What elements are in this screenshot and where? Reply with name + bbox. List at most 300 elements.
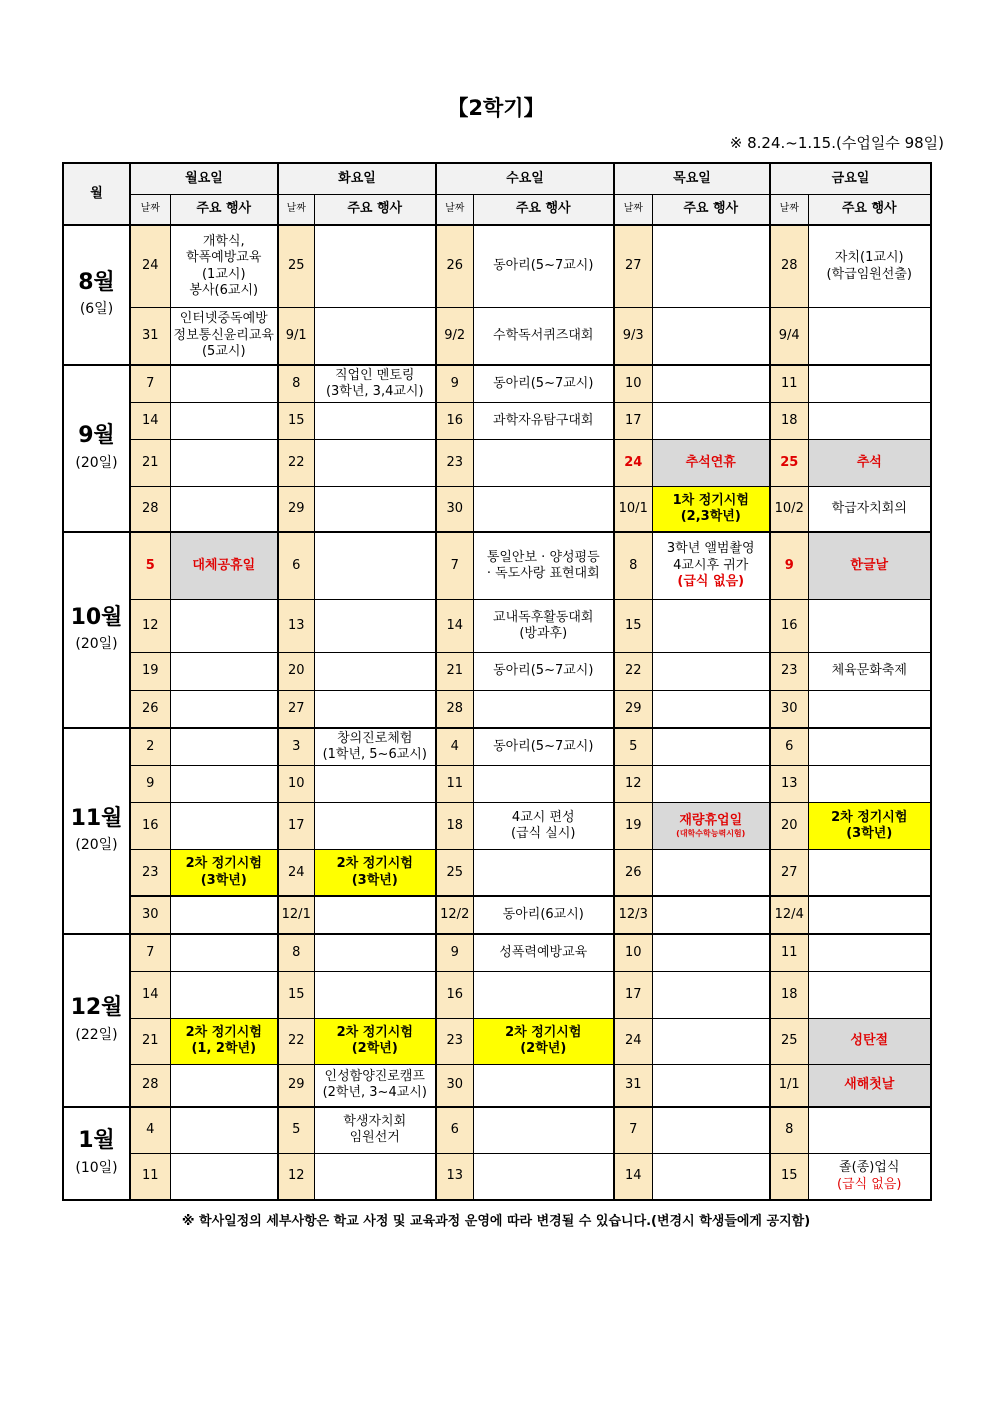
date-col-header: 날짜 bbox=[130, 194, 170, 225]
date-cell-tue: 13 bbox=[278, 599, 314, 652]
event-text: 창의진로체험 (1학년, 5~6교시) bbox=[322, 730, 427, 762]
event-cell-tue bbox=[314, 896, 436, 934]
date-cell-mon: 7 bbox=[130, 365, 170, 403]
month-label-oct bbox=[63, 532, 130, 728]
week-row bbox=[63, 487, 931, 532]
date-cell-mon: 9 bbox=[130, 766, 170, 803]
event-cell-mon bbox=[170, 365, 278, 403]
week-row bbox=[63, 1154, 931, 1200]
csat-note: (대학수학능력시험) bbox=[676, 829, 746, 839]
date-cell-fri: 11 bbox=[770, 934, 808, 971]
event-cell-wed bbox=[473, 1107, 614, 1154]
event-cell-mon bbox=[170, 1154, 278, 1200]
event-cell-wed bbox=[473, 403, 614, 440]
calendar-table bbox=[62, 162, 932, 1201]
date-cell-fri: 16 bbox=[770, 599, 808, 652]
event-cell-thu bbox=[652, 652, 770, 690]
date-cell-fri: 10/2 bbox=[770, 487, 808, 532]
event-cell-fri bbox=[808, 532, 931, 599]
month-name: 10월 bbox=[70, 604, 123, 630]
event-cell-tue bbox=[314, 599, 436, 652]
date-cell-thu: 12/3 bbox=[614, 896, 652, 934]
footer-note: ※ 학사일정의 세부사항은 학교 사정 및 교육과정 운영에 따라 변경될 수 있습니다.(변경시 학생들에게 공지함) bbox=[181, 1214, 811, 1229]
event-cell-thu bbox=[652, 365, 770, 403]
date-cell-wed: 7 bbox=[436, 532, 473, 599]
date-cell-mon: 4 bbox=[130, 1107, 170, 1154]
event-cell-fri bbox=[808, 1154, 931, 1200]
event-cell-wed bbox=[473, 896, 614, 934]
event-cell-fri bbox=[808, 307, 931, 364]
event-cell-tue bbox=[314, 532, 436, 599]
event-cell-fri bbox=[808, 487, 931, 532]
date-cell-mon: 5 bbox=[130, 532, 170, 599]
event-text: 수학독서퀴즈대회 bbox=[493, 327, 594, 343]
date-cell-tue: 10 bbox=[278, 766, 314, 803]
week-row bbox=[63, 766, 931, 803]
date-cell-mon: 28 bbox=[130, 1064, 170, 1106]
date-cell-tue: 3 bbox=[278, 728, 314, 766]
month-school-days: (22일) bbox=[75, 1026, 118, 1043]
event-cell-mon bbox=[170, 532, 278, 599]
date-cell-wed: 16 bbox=[436, 403, 473, 440]
event-cell-wed bbox=[473, 599, 614, 652]
event-text: 인터넷중독예방 정보통신윤리교육 (5교시) bbox=[173, 311, 274, 359]
week-row bbox=[63, 803, 931, 850]
date-cell-tue: 15 bbox=[278, 403, 314, 440]
date-cell-tue: 29 bbox=[278, 487, 314, 532]
event-cell-tue bbox=[314, 365, 436, 403]
date-cell-thu: 26 bbox=[614, 850, 652, 896]
date-cell-thu: 10/1 bbox=[614, 487, 652, 532]
week-row bbox=[63, 599, 931, 652]
date-cell-wed: 13 bbox=[436, 1154, 473, 1200]
event-text: 학생자치회 임원선거 bbox=[343, 1114, 407, 1146]
date-cell-fri: 9 bbox=[770, 532, 808, 599]
event-cell-wed bbox=[473, 766, 614, 803]
date-cell-thu: 12 bbox=[614, 766, 652, 803]
week-row bbox=[63, 728, 931, 766]
event-cell-fri bbox=[808, 1018, 931, 1064]
event-cell-fri bbox=[808, 728, 931, 766]
event-cell-wed bbox=[473, 532, 614, 599]
event-text: 새해첫날 bbox=[844, 1077, 895, 1093]
event-cell-mon bbox=[170, 850, 278, 896]
event-cell-mon bbox=[170, 690, 278, 727]
date-cell-thu: 27 bbox=[614, 225, 652, 307]
date-cell-fri: 15 bbox=[770, 1154, 808, 1200]
event-cell-thu bbox=[652, 1107, 770, 1154]
event-cell-mon bbox=[170, 652, 278, 690]
event-cell-tue bbox=[314, 1018, 436, 1064]
date-cell-fri: 8 bbox=[770, 1107, 808, 1154]
no-lunch-note: (급식 없음) bbox=[677, 573, 745, 589]
date-cell-wed: 21 bbox=[436, 652, 473, 690]
month-name: 1월 bbox=[78, 1128, 115, 1154]
date-cell-mon: 12 bbox=[130, 599, 170, 652]
date-cell-thu: 22 bbox=[614, 652, 652, 690]
event-cell-wed bbox=[473, 1018, 614, 1064]
week-row bbox=[63, 1018, 931, 1064]
month-label-jan bbox=[63, 1107, 130, 1200]
date-cell-thu: 24 bbox=[614, 1018, 652, 1064]
event-cell-thu bbox=[652, 803, 770, 850]
event-text: 1차 정기시험 (2,3학년) bbox=[672, 492, 749, 525]
month-school-days: (10일) bbox=[75, 1159, 118, 1176]
event-cell-wed bbox=[473, 934, 614, 971]
event-cell-thu bbox=[652, 532, 770, 599]
date-cell-mon: 26 bbox=[130, 690, 170, 727]
event-text: 성폭력예방교육 bbox=[499, 944, 588, 960]
event-text: 개학식, 학폭예방교육 (1교시) 봉사(6교시) bbox=[186, 234, 262, 298]
week-row bbox=[63, 690, 931, 727]
date-cell-thu: 8 bbox=[614, 532, 652, 599]
event-text: 과학자유탐구대회 bbox=[493, 413, 594, 429]
event-col-header: 주요 행사 bbox=[652, 194, 770, 225]
semester-range: ※ 8.24.~1.15.(수업일수 98일) bbox=[729, 134, 944, 152]
date-cell-wed: 23 bbox=[436, 1018, 473, 1064]
date-cell-thu: 5 bbox=[614, 728, 652, 766]
event-cell-thu bbox=[652, 440, 770, 487]
event-cell-mon bbox=[170, 934, 278, 971]
date-cell-thu: 17 bbox=[614, 971, 652, 1018]
date-cell-wed: 9 bbox=[436, 365, 473, 403]
event-cell-thu bbox=[652, 225, 770, 307]
event-cell-wed bbox=[473, 225, 614, 307]
event-cell-mon bbox=[170, 728, 278, 766]
week-row bbox=[63, 971, 931, 1018]
event-cell-mon bbox=[170, 403, 278, 440]
date-cell-mon: 23 bbox=[130, 850, 170, 896]
date-cell-fri: 12/4 bbox=[770, 896, 808, 934]
event-cell-tue bbox=[314, 403, 436, 440]
event-cell-mon bbox=[170, 1107, 278, 1154]
event-cell-fri bbox=[808, 896, 931, 934]
month-name: 11월 bbox=[70, 805, 123, 831]
week-row bbox=[63, 1107, 931, 1154]
date-cell-tue: 29 bbox=[278, 1064, 314, 1106]
event-cell-mon bbox=[170, 487, 278, 532]
date-cell-fri: 23 bbox=[770, 652, 808, 690]
weekday-header-tue: 화요일 bbox=[278, 163, 436, 194]
event-cell-mon bbox=[170, 803, 278, 850]
event-text: 재량휴업일 bbox=[679, 813, 743, 829]
date-cell-thu: 31 bbox=[614, 1064, 652, 1106]
event-cell-tue bbox=[314, 690, 436, 727]
date-cell-wed: 4 bbox=[436, 728, 473, 766]
date-cell-mon: 30 bbox=[130, 896, 170, 934]
date-cell-tue: 15 bbox=[278, 971, 314, 1018]
event-cell-fri bbox=[808, 1064, 931, 1106]
page-title: 【2학기】 bbox=[447, 96, 545, 120]
date-cell-fri: 6 bbox=[770, 728, 808, 766]
date-cell-tue: 22 bbox=[278, 1018, 314, 1064]
event-text: 체육문화축제 bbox=[831, 663, 907, 679]
date-cell-fri: 18 bbox=[770, 971, 808, 1018]
date-cell-mon: 16 bbox=[130, 803, 170, 850]
event-cell-thu bbox=[652, 896, 770, 934]
event-text: 직업인 멘토링 (3학년, 3,4교시) bbox=[325, 367, 424, 399]
date-cell-fri: 18 bbox=[770, 403, 808, 440]
event-text: 2차 정기시험 (3학년) bbox=[185, 856, 262, 888]
event-cell-tue bbox=[314, 440, 436, 487]
event-cell-tue bbox=[314, 1154, 436, 1200]
event-text: 추석연휴 bbox=[685, 455, 736, 471]
event-text: 졸(종)업식 bbox=[839, 1160, 900, 1176]
date-cell-mon: 2 bbox=[130, 728, 170, 766]
event-cell-wed bbox=[473, 803, 614, 850]
event-cell-fri bbox=[808, 934, 931, 971]
event-cell-wed bbox=[473, 652, 614, 690]
week-row bbox=[63, 934, 931, 971]
event-cell-tue bbox=[314, 934, 436, 971]
event-cell-thu bbox=[652, 403, 770, 440]
event-cell-mon bbox=[170, 971, 278, 1018]
month-label-nov bbox=[63, 728, 130, 935]
date-col-header: 날짜 bbox=[614, 194, 652, 225]
date-cell-mon: 24 bbox=[130, 225, 170, 307]
event-cell-thu bbox=[652, 1018, 770, 1064]
date-cell-tue: 12 bbox=[278, 1154, 314, 1200]
date-cell-fri: 25 bbox=[770, 440, 808, 487]
date-cell-wed: 30 bbox=[436, 1064, 473, 1106]
date-cell-wed: 18 bbox=[436, 803, 473, 850]
date-cell-tue: 6 bbox=[278, 532, 314, 599]
date-cell-fri: 28 bbox=[770, 225, 808, 307]
event-text: 4교시 편성 (급식 실시) bbox=[510, 810, 576, 842]
week-row bbox=[63, 1064, 931, 1106]
event-col-header: 주요 행사 bbox=[314, 194, 436, 225]
date-cell-thu: 10 bbox=[614, 365, 652, 403]
event-cell-thu bbox=[652, 690, 770, 727]
date-col-header: 날짜 bbox=[278, 194, 314, 225]
event-cell-tue bbox=[314, 307, 436, 364]
event-cell-mon bbox=[170, 307, 278, 364]
event-cell-tue bbox=[314, 1064, 436, 1106]
event-cell-thu bbox=[652, 487, 770, 532]
event-cell-fri bbox=[808, 1107, 931, 1154]
date-col-header: 날짜 bbox=[770, 194, 808, 225]
weekday-header-mon: 월요일 bbox=[130, 163, 278, 194]
event-text: 2차 정기시험 (1, 2학년) bbox=[185, 1025, 262, 1057]
event-cell-mon bbox=[170, 1018, 278, 1064]
event-cell-fri bbox=[808, 690, 931, 727]
date-cell-tue: 17 bbox=[278, 803, 314, 850]
event-text: 3학년 앨범촬영 4교시후 귀가 bbox=[666, 541, 755, 573]
date-cell-tue: 27 bbox=[278, 690, 314, 727]
event-cell-fri bbox=[808, 403, 931, 440]
event-cell-tue bbox=[314, 487, 436, 532]
event-text: 성탄절 bbox=[850, 1033, 889, 1049]
event-cell-mon bbox=[170, 225, 278, 307]
month-label-dec bbox=[63, 934, 130, 1106]
event-cell-wed bbox=[473, 1064, 614, 1106]
date-cell-tue: 12/1 bbox=[278, 896, 314, 934]
date-cell-wed: 25 bbox=[436, 850, 473, 896]
event-cell-thu bbox=[652, 934, 770, 971]
date-cell-tue: 22 bbox=[278, 440, 314, 487]
weekday-header-thu: 목요일 bbox=[614, 163, 770, 194]
date-cell-wed: 14 bbox=[436, 599, 473, 652]
date-cell-thu: 14 bbox=[614, 1154, 652, 1200]
event-cell-fri bbox=[808, 766, 931, 803]
event-cell-wed bbox=[473, 440, 614, 487]
date-cell-fri: 1/1 bbox=[770, 1064, 808, 1106]
week-row bbox=[63, 307, 931, 364]
event-cell-thu bbox=[652, 971, 770, 1018]
event-col-header: 주요 행사 bbox=[808, 194, 931, 225]
date-cell-mon: 31 bbox=[130, 307, 170, 364]
event-cell-tue bbox=[314, 971, 436, 1018]
week-row bbox=[63, 850, 931, 896]
event-cell-fri bbox=[808, 225, 931, 307]
month-school-days: (20일) bbox=[75, 636, 118, 653]
date-cell-thu: 24 bbox=[614, 440, 652, 487]
date-cell-tue: 9/1 bbox=[278, 307, 314, 364]
month-name: 9월 bbox=[78, 423, 115, 449]
week-row bbox=[63, 225, 931, 307]
date-cell-thu: 9/3 bbox=[614, 307, 652, 364]
date-cell-fri: 27 bbox=[770, 850, 808, 896]
week-row bbox=[63, 652, 931, 690]
date-cell-tue: 5 bbox=[278, 1107, 314, 1154]
date-cell-fri: 9/4 bbox=[770, 307, 808, 364]
date-cell-fri: 25 bbox=[770, 1018, 808, 1064]
event-cell-wed bbox=[473, 690, 614, 727]
event-cell-tue bbox=[314, 803, 436, 850]
event-text: 동아리(5~7교시) bbox=[493, 738, 594, 754]
event-cell-thu bbox=[652, 766, 770, 803]
event-cell-thu bbox=[652, 728, 770, 766]
week-row bbox=[63, 896, 931, 934]
event-col-header: 주요 행사 bbox=[473, 194, 614, 225]
event-text: 동아리(6교시) bbox=[502, 906, 584, 922]
weekday-header-fri: 금요일 bbox=[770, 163, 931, 194]
event-cell-mon bbox=[170, 599, 278, 652]
event-cell-thu bbox=[652, 307, 770, 364]
event-text: 통일안보 · 양성평등 · 독도사랑 표현대회 bbox=[486, 549, 600, 581]
event-text: 한글날 bbox=[850, 557, 889, 573]
event-text: 2차 정기시험 (2학년) bbox=[336, 1025, 413, 1057]
date-cell-fri: 30 bbox=[770, 690, 808, 727]
event-cell-tue bbox=[314, 1107, 436, 1154]
event-text: 동아리(5~7교시) bbox=[493, 375, 594, 391]
month-label-sep bbox=[63, 365, 130, 532]
event-cell-fri bbox=[808, 850, 931, 896]
date-cell-tue: 25 bbox=[278, 225, 314, 307]
event-cell-wed bbox=[473, 850, 614, 896]
date-cell-thu: 17 bbox=[614, 403, 652, 440]
event-text: 동아리(5~7교시) bbox=[493, 663, 594, 679]
date-cell-wed: 9/2 bbox=[436, 307, 473, 364]
month-name: 12월 bbox=[70, 995, 123, 1021]
month-name: 8월 bbox=[78, 270, 115, 296]
event-cell-mon bbox=[170, 440, 278, 487]
date-cell-thu: 10 bbox=[614, 934, 652, 971]
date-cell-tue: 8 bbox=[278, 365, 314, 403]
week-row bbox=[63, 440, 931, 487]
event-text: 추석 bbox=[856, 455, 882, 471]
date-cell-fri: 13 bbox=[770, 766, 808, 803]
event-cell-tue bbox=[314, 766, 436, 803]
date-cell-fri: 11 bbox=[770, 365, 808, 403]
date-cell-mon: 28 bbox=[130, 487, 170, 532]
event-col-header: 주요 행사 bbox=[170, 194, 278, 225]
date-cell-wed: 16 bbox=[436, 971, 473, 1018]
date-cell-thu: 7 bbox=[614, 1107, 652, 1154]
date-cell-tue: 20 bbox=[278, 652, 314, 690]
date-cell-mon: 14 bbox=[130, 971, 170, 1018]
date-cell-mon: 7 bbox=[130, 934, 170, 971]
date-cell-wed: 6 bbox=[436, 1107, 473, 1154]
date-cell-mon: 21 bbox=[130, 440, 170, 487]
event-cell-thu bbox=[652, 1064, 770, 1106]
week-row bbox=[63, 403, 931, 440]
event-cell-fri bbox=[808, 971, 931, 1018]
week-row bbox=[63, 532, 931, 599]
date-cell-wed: 26 bbox=[436, 225, 473, 307]
event-text: 2차 정기시험 (3학년) bbox=[831, 810, 908, 842]
event-cell-mon bbox=[170, 896, 278, 934]
date-col-header: 날짜 bbox=[436, 194, 473, 225]
date-cell-wed: 23 bbox=[436, 440, 473, 487]
event-text: 인성함양진로캠프 (2학년, 3~4교시) bbox=[322, 1069, 427, 1101]
event-text: 대체공휴일 bbox=[192, 557, 256, 573]
date-cell-fri: 20 bbox=[770, 803, 808, 850]
event-cell-thu bbox=[652, 850, 770, 896]
event-cell-mon bbox=[170, 766, 278, 803]
date-cell-mon: 21 bbox=[130, 1018, 170, 1064]
event-cell-tue bbox=[314, 225, 436, 307]
event-cell-fri bbox=[808, 365, 931, 403]
date-cell-wed: 11 bbox=[436, 766, 473, 803]
month-school-days: (20일) bbox=[75, 454, 118, 471]
event-cell-wed bbox=[473, 728, 614, 766]
event-text: 자치(1교시) (학급임원선출) bbox=[826, 250, 912, 282]
date-cell-thu: 29 bbox=[614, 690, 652, 727]
month-school-days: (20일) bbox=[75, 837, 118, 854]
weekday-header-wed: 수요일 bbox=[436, 163, 614, 194]
no-lunch-note: (급식 없음) bbox=[836, 1176, 902, 1192]
event-cell-wed bbox=[473, 307, 614, 364]
event-cell-tue bbox=[314, 850, 436, 896]
event-cell-mon bbox=[170, 1064, 278, 1106]
date-cell-thu: 19 bbox=[614, 803, 652, 850]
event-cell-tue bbox=[314, 728, 436, 766]
date-cell-mon: 11 bbox=[130, 1154, 170, 1200]
date-cell-thu: 15 bbox=[614, 599, 652, 652]
event-cell-wed bbox=[473, 971, 614, 1018]
week-row bbox=[63, 365, 931, 403]
month-label-aug bbox=[63, 225, 130, 364]
event-cell-wed bbox=[473, 487, 614, 532]
date-cell-mon: 14 bbox=[130, 403, 170, 440]
date-cell-wed: 9 bbox=[436, 934, 473, 971]
event-cell-wed bbox=[473, 365, 614, 403]
event-cell-thu bbox=[652, 599, 770, 652]
event-cell-fri bbox=[808, 599, 931, 652]
event-cell-thu bbox=[652, 1154, 770, 1200]
event-cell-fri bbox=[808, 803, 931, 850]
date-cell-mon: 19 bbox=[130, 652, 170, 690]
event-text: 교내독후활동대회 (방과후) bbox=[493, 609, 594, 641]
event-cell-fri bbox=[808, 440, 931, 487]
month-school-days: (6일) bbox=[79, 301, 114, 318]
date-cell-wed: 12/2 bbox=[436, 896, 473, 934]
event-text: 동아리(5~7교시) bbox=[493, 258, 594, 274]
month-header: 월 bbox=[63, 163, 130, 225]
date-cell-tue: 24 bbox=[278, 850, 314, 896]
event-text: 학급자치회의 bbox=[831, 501, 907, 517]
